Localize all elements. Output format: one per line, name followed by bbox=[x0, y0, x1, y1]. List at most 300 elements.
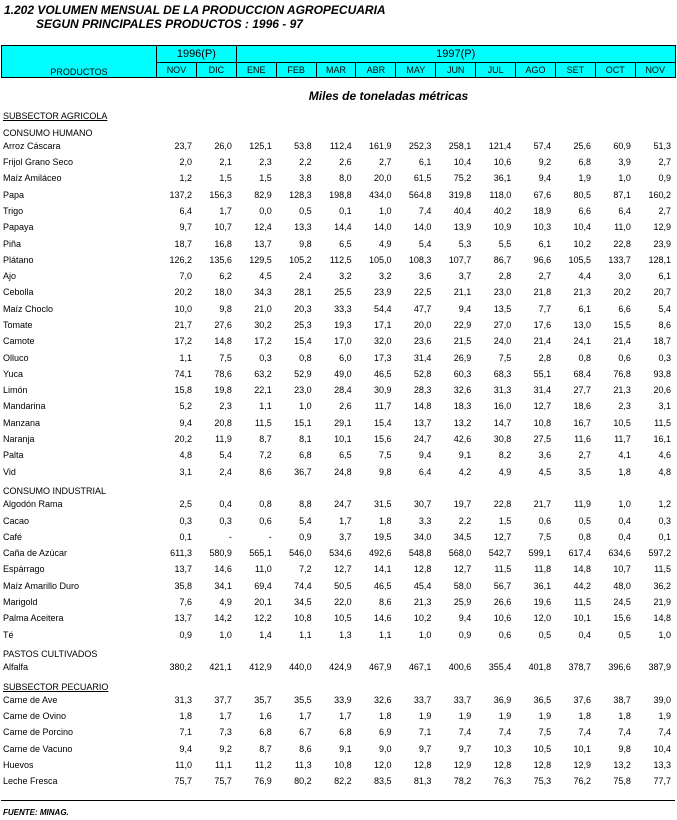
value-cell: 10,5 bbox=[613, 417, 631, 428]
value-cell: 63,2 bbox=[254, 368, 272, 379]
value-cell: 1,8 bbox=[179, 711, 192, 722]
value-cell: 27,0 bbox=[493, 320, 512, 330]
value-cell: 12,7 bbox=[453, 564, 472, 575]
value-cell: 1,0 bbox=[618, 499, 631, 510]
value-cell: 60,3 bbox=[453, 368, 472, 379]
product-label: Maíz Amarillo Duro bbox=[3, 580, 80, 591]
value-cell: 75,3 bbox=[533, 776, 552, 787]
value-cell: 5,3 bbox=[458, 238, 472, 249]
section-label: SUBSECTOR PECUARIO bbox=[3, 681, 109, 692]
value-cell: 20,2 bbox=[174, 287, 192, 298]
value-cell: 14,1 bbox=[373, 564, 392, 575]
product-label: Carne de Vacuno bbox=[3, 743, 73, 754]
value-cell: 1,1 bbox=[179, 352, 192, 363]
value-cell: 13,2 bbox=[613, 760, 631, 771]
value-cell: 617,4 bbox=[568, 548, 592, 559]
header-month: AGO bbox=[516, 63, 556, 78]
value-cell: 0,9 bbox=[458, 629, 472, 640]
value-cell: 20,2 bbox=[613, 287, 631, 298]
value-cell: 0,4 bbox=[618, 531, 631, 542]
value-cell: 400,6 bbox=[448, 662, 472, 673]
value-cell: 31,3 bbox=[174, 694, 192, 705]
value-cell: 13,7 bbox=[254, 238, 272, 249]
value-cell: 21,7 bbox=[533, 499, 552, 510]
value-cell: 36,1 bbox=[493, 173, 512, 184]
value-cell: 10,3 bbox=[533, 222, 552, 233]
value-cell: 1,2 bbox=[658, 499, 671, 510]
value-cell: 10,1 bbox=[573, 743, 592, 754]
product-label: Papaya bbox=[3, 222, 34, 233]
value-cell: 597,2 bbox=[648, 548, 671, 559]
value-cell: 7,5 bbox=[538, 727, 552, 738]
value-cell: 412,9 bbox=[249, 662, 272, 673]
value-cell: 21,9 bbox=[653, 597, 671, 608]
product-label: Mandarina bbox=[3, 401, 46, 412]
value-cell: 7,5 bbox=[219, 352, 232, 363]
table-row bbox=[1, 235, 675, 251]
value-cell: 9,4 bbox=[179, 417, 192, 428]
value-cell: 387,9 bbox=[648, 662, 671, 673]
value-cell: 3,2 bbox=[339, 271, 352, 282]
value-cell: 31,4 bbox=[533, 385, 552, 396]
value-cell: 7,6 bbox=[179, 597, 192, 608]
value-cell: 15,4 bbox=[294, 336, 312, 347]
value-cell: 135,6 bbox=[209, 254, 232, 265]
value-cell: 2,7 bbox=[658, 157, 671, 168]
value-cell: 34,1 bbox=[214, 580, 232, 591]
value-cell: 9,4 bbox=[179, 743, 192, 754]
value-cell: 10,7 bbox=[214, 222, 232, 233]
value-cell: 7,2 bbox=[259, 450, 272, 461]
value-cell: 10,5 bbox=[533, 743, 552, 754]
value-cell: 15,5 bbox=[613, 320, 631, 330]
value-cell: 129,5 bbox=[249, 254, 272, 265]
value-cell: 380,2 bbox=[169, 662, 192, 673]
value-cell: 30,7 bbox=[413, 499, 432, 510]
value-cell: 8,6 bbox=[378, 597, 392, 608]
value-cell: 401,8 bbox=[528, 662, 552, 673]
value-cell: 1,1 bbox=[299, 629, 312, 640]
value-cell: 3,1 bbox=[658, 401, 671, 412]
value-cell: 6,8 bbox=[578, 157, 592, 168]
value-cell: 5,5 bbox=[498, 238, 512, 249]
value-cell: 36,5 bbox=[533, 694, 552, 705]
value-cell: 9,2 bbox=[219, 743, 232, 754]
value-cell: 11,2 bbox=[254, 760, 272, 771]
product-label: Palta bbox=[3, 450, 24, 461]
product-label: Tomate bbox=[3, 320, 33, 330]
value-cell: 121,4 bbox=[488, 140, 512, 151]
value-cell: 16,7 bbox=[573, 417, 592, 428]
table-row bbox=[1, 708, 675, 724]
value-cell: 546,0 bbox=[289, 548, 312, 559]
value-cell: - bbox=[268, 531, 272, 542]
value-cell: 36,9 bbox=[493, 694, 512, 705]
value-cell: 11,8 bbox=[534, 564, 552, 575]
value-cell: 12,8 bbox=[493, 760, 512, 771]
value-cell: 80,5 bbox=[573, 189, 592, 200]
value-cell: 396,6 bbox=[608, 662, 631, 673]
value-cell: 1,3 bbox=[339, 629, 352, 640]
value-cell: 548,8 bbox=[408, 548, 432, 559]
value-cell: 440,0 bbox=[289, 662, 312, 673]
value-cell: 23,9 bbox=[373, 287, 392, 298]
value-cell: 30,9 bbox=[373, 385, 392, 396]
value-cell: 83,5 bbox=[373, 776, 392, 787]
product-label: Trigo bbox=[3, 205, 24, 216]
value-cell: 31,3 bbox=[493, 385, 512, 396]
value-cell: 2,4 bbox=[299, 271, 312, 282]
table-row bbox=[1, 724, 675, 740]
value-cell: 9,1 bbox=[458, 450, 472, 461]
table-row bbox=[1, 284, 675, 300]
value-cell: 1,0 bbox=[299, 401, 312, 412]
value-cell: 14,0 bbox=[373, 222, 392, 233]
value-cell: 11,5 bbox=[254, 417, 272, 428]
value-cell: 0,8 bbox=[578, 531, 592, 542]
value-cell: 21,4 bbox=[533, 336, 552, 347]
value-cell: 0,3 bbox=[219, 515, 232, 526]
value-cell: 1,0 bbox=[618, 173, 631, 184]
table-row bbox=[1, 529, 675, 545]
value-cell: 1,8 bbox=[618, 711, 631, 722]
value-cell: 3,6 bbox=[538, 450, 552, 461]
value-cell: 19,8 bbox=[214, 385, 232, 396]
table-row bbox=[1, 431, 675, 447]
value-cell: 18,7 bbox=[174, 238, 192, 249]
value-cell: 12,0 bbox=[533, 613, 552, 624]
product-label: Frijol Grano Seco bbox=[3, 157, 74, 168]
value-cell: 1,9 bbox=[578, 173, 592, 184]
value-cell: 534,6 bbox=[329, 548, 352, 559]
value-cell: 11,3 bbox=[294, 760, 312, 771]
value-cell: 3,6 bbox=[418, 271, 432, 282]
value-cell: 3,9 bbox=[618, 157, 631, 168]
table-row bbox=[1, 398, 675, 414]
value-cell: 7,5 bbox=[538, 531, 552, 542]
value-cell: 34,3 bbox=[254, 287, 272, 298]
value-cell: 21,5 bbox=[453, 336, 472, 347]
value-cell: 20,3 bbox=[294, 303, 312, 314]
value-cell: 421,1 bbox=[209, 662, 232, 673]
value-cell: 1,0 bbox=[378, 205, 392, 216]
product-label: Espárrago bbox=[3, 564, 45, 575]
value-cell: 23,0 bbox=[493, 287, 512, 298]
value-cell: 0,6 bbox=[259, 515, 272, 526]
value-cell: 12,0 bbox=[373, 760, 392, 771]
value-cell: 7,4 bbox=[498, 727, 512, 738]
title-line-2: SEGUN PRINCIPALES PRODUCTOS : 1996 - 97 bbox=[36, 17, 303, 31]
value-cell: 128,3 bbox=[289, 189, 312, 200]
value-cell: 22,9 bbox=[453, 320, 472, 330]
value-cell: 4,9 bbox=[498, 466, 512, 477]
table-row bbox=[1, 610, 675, 626]
table-row bbox=[1, 447, 675, 463]
value-cell: 12,9 bbox=[653, 222, 671, 233]
product-label: Café bbox=[3, 531, 23, 542]
table-row bbox=[1, 252, 675, 268]
value-cell: 56,7 bbox=[493, 580, 512, 591]
section-row bbox=[1, 105, 675, 121]
units-caption: Miles de toneladas métricas bbox=[308, 89, 469, 103]
table-row bbox=[1, 512, 675, 528]
value-cell: 28,1 bbox=[294, 287, 312, 298]
value-cell: 10,8 bbox=[294, 613, 312, 624]
value-cell: 3,1 bbox=[179, 466, 192, 477]
value-cell: 8,6 bbox=[658, 320, 671, 330]
product-label: Carne de Ovino bbox=[3, 711, 67, 722]
table-row bbox=[1, 268, 675, 284]
value-cell: 0,8 bbox=[299, 352, 312, 363]
value-cell: 6,4 bbox=[418, 466, 432, 477]
table-row bbox=[1, 578, 675, 594]
value-cell: 76,8 bbox=[613, 368, 631, 379]
value-cell: 17,2 bbox=[254, 336, 272, 347]
value-cell: 19,3 bbox=[334, 320, 352, 330]
value-cell: 9,7 bbox=[418, 743, 432, 754]
value-cell: 68,3 bbox=[493, 368, 512, 379]
value-cell: 6,6 bbox=[618, 303, 631, 314]
value-cell: 15,1 bbox=[294, 417, 312, 428]
value-cell: 105,5 bbox=[568, 254, 592, 265]
value-cell: 21,3 bbox=[413, 597, 432, 608]
value-cell: 10,7 bbox=[613, 564, 631, 575]
value-cell: 634,6 bbox=[608, 548, 631, 559]
value-cell: 1,7 bbox=[219, 205, 232, 216]
value-cell: 76,3 bbox=[493, 776, 512, 787]
product-label: Piña bbox=[3, 238, 22, 249]
value-cell: 40,2 bbox=[493, 205, 512, 216]
value-cell: 252,3 bbox=[408, 140, 432, 151]
value-cell: 4,6 bbox=[658, 450, 671, 461]
value-cell: 0,5 bbox=[299, 205, 312, 216]
value-cell: 55,1 bbox=[533, 368, 552, 379]
table-row bbox=[1, 317, 675, 333]
value-cell: 18,7 bbox=[653, 336, 671, 347]
value-cell: 11,0 bbox=[254, 564, 272, 575]
value-cell: 0,5 bbox=[538, 629, 552, 640]
table-row bbox=[1, 349, 675, 365]
value-cell: 156,3 bbox=[209, 189, 232, 200]
value-cell: 38,7 bbox=[613, 694, 631, 705]
value-cell: 11,7 bbox=[614, 434, 631, 445]
value-cell: 1,0 bbox=[219, 629, 232, 640]
value-cell: 20,0 bbox=[373, 173, 392, 184]
value-cell: 28,4 bbox=[334, 385, 352, 396]
value-cell: 76,2 bbox=[573, 776, 592, 787]
value-cell: 54,4 bbox=[373, 303, 392, 314]
value-cell: 2,7 bbox=[658, 205, 671, 216]
value-cell: 9,4 bbox=[418, 450, 432, 461]
value-cell: 0,3 bbox=[179, 515, 192, 526]
value-cell: 13,9 bbox=[453, 222, 472, 233]
value-cell: 112,4 bbox=[329, 140, 352, 151]
value-cell: 1,5 bbox=[498, 515, 512, 526]
product-label: Leche Fresca bbox=[3, 776, 58, 787]
value-cell: 568,0 bbox=[448, 548, 472, 559]
product-label: Cacao bbox=[3, 515, 30, 526]
value-cell: 2,8 bbox=[498, 271, 512, 282]
value-cell: 11,7 bbox=[374, 401, 392, 412]
product-label: Carne de Porcino bbox=[3, 727, 74, 738]
value-cell: 2,3 bbox=[259, 157, 272, 168]
table-row bbox=[1, 659, 675, 675]
value-cell: 12,7 bbox=[493, 531, 512, 542]
value-cell: 0,3 bbox=[259, 352, 272, 363]
value-cell: 128,1 bbox=[648, 254, 671, 265]
value-cell: 9,2 bbox=[538, 157, 552, 168]
value-cell: 7,1 bbox=[179, 727, 192, 738]
value-cell: 3,5 bbox=[578, 466, 592, 477]
value-cell: 13,7 bbox=[413, 417, 432, 428]
value-cell: 3,0 bbox=[618, 271, 631, 282]
value-cell: 14,2 bbox=[214, 613, 232, 624]
value-cell: 6,1 bbox=[418, 157, 432, 168]
value-cell: 24,7 bbox=[413, 434, 432, 445]
value-cell: 68,4 bbox=[573, 368, 592, 379]
header-month: JUN bbox=[436, 63, 476, 78]
value-cell: 27,7 bbox=[573, 385, 592, 396]
value-cell: 7,7 bbox=[538, 303, 552, 314]
value-cell: 24,5 bbox=[613, 597, 631, 608]
value-cell: 23,0 bbox=[294, 385, 312, 396]
value-cell: 13,5 bbox=[493, 303, 512, 314]
value-cell: 12,8 bbox=[413, 760, 432, 771]
value-cell: 11,5 bbox=[654, 417, 671, 428]
value-cell: 126,2 bbox=[169, 254, 192, 265]
value-cell: 1,5 bbox=[219, 173, 232, 184]
value-cell: 1,0 bbox=[418, 629, 432, 640]
value-cell: 25,5 bbox=[334, 287, 352, 298]
value-cell: 86,7 bbox=[493, 254, 512, 265]
value-cell: 13,7 bbox=[174, 564, 192, 575]
header-productos: PRODUCTOS bbox=[2, 46, 157, 78]
value-cell: 10,2 bbox=[573, 238, 592, 249]
product-label: Olluco bbox=[3, 352, 29, 363]
product-label: Alfalfa bbox=[3, 662, 29, 673]
value-cell: 46,5 bbox=[373, 580, 392, 591]
value-cell: 7,3 bbox=[219, 727, 232, 738]
value-cell: 19,5 bbox=[373, 531, 392, 542]
value-cell: 11,5 bbox=[494, 564, 512, 575]
value-cell: 2,1 bbox=[219, 157, 232, 168]
value-cell: 542,7 bbox=[488, 548, 512, 559]
value-cell: 10,6 bbox=[493, 613, 512, 624]
value-cell: 258,1 bbox=[448, 140, 472, 151]
header-month: NOV bbox=[157, 63, 197, 78]
product-label: Plátano bbox=[3, 254, 34, 265]
value-cell: 26,0 bbox=[214, 140, 232, 151]
value-cell: 14,8 bbox=[214, 336, 232, 347]
value-cell: 47,7 bbox=[413, 303, 432, 314]
value-cell: 107,7 bbox=[448, 254, 472, 265]
value-cell: 75,7 bbox=[214, 776, 232, 787]
value-cell: 6,0 bbox=[339, 352, 352, 363]
source-note: FUENTE: MINAG. bbox=[3, 808, 69, 817]
table-row bbox=[1, 186, 675, 202]
value-cell: 7,4 bbox=[618, 727, 631, 738]
value-cell: 3,8 bbox=[299, 173, 312, 184]
value-cell: 0,8 bbox=[259, 499, 272, 510]
value-cell: 161,9 bbox=[368, 140, 392, 151]
value-cell: 6,4 bbox=[618, 205, 631, 216]
value-cell: 18,3 bbox=[453, 401, 472, 412]
value-cell: 15,8 bbox=[174, 385, 192, 396]
value-cell: 4,1 bbox=[618, 450, 631, 461]
value-cell: 12,7 bbox=[533, 401, 552, 412]
value-cell: 96,6 bbox=[533, 254, 552, 265]
value-cell: 35,8 bbox=[174, 580, 192, 591]
value-cell: 14,6 bbox=[373, 613, 392, 624]
value-cell: 2,2 bbox=[299, 157, 312, 168]
table-row bbox=[1, 741, 675, 757]
value-cell: 20,7 bbox=[653, 287, 671, 298]
value-cell: 467,1 bbox=[408, 662, 432, 673]
product-label: Huevos bbox=[3, 760, 34, 771]
value-cell: 13,3 bbox=[294, 222, 312, 233]
table-row bbox=[1, 219, 675, 235]
value-cell: 9,8 bbox=[378, 466, 392, 477]
section-row bbox=[1, 480, 675, 496]
value-cell: 2,6 bbox=[339, 157, 352, 168]
value-cell: 1,7 bbox=[339, 515, 352, 526]
value-cell: 118,0 bbox=[489, 189, 512, 200]
value-cell: 565,1 bbox=[249, 548, 272, 559]
value-cell: 23,9 bbox=[653, 238, 671, 249]
value-cell: 8,6 bbox=[259, 466, 272, 477]
value-cell: 564,8 bbox=[408, 189, 432, 200]
value-cell: 6,8 bbox=[299, 450, 312, 461]
value-cell: 2,0 bbox=[179, 157, 192, 168]
value-cell: 105,2 bbox=[289, 254, 312, 265]
header-year-1997: 1997(P) bbox=[236, 46, 675, 63]
value-cell: 26,9 bbox=[453, 352, 472, 363]
value-cell: 599,1 bbox=[528, 548, 552, 559]
header-month: JUL bbox=[476, 63, 516, 78]
value-cell: 58,0 bbox=[453, 580, 472, 591]
value-cell: 9,4 bbox=[538, 173, 552, 184]
value-cell: 22,8 bbox=[613, 238, 631, 249]
value-cell: 7,4 bbox=[458, 727, 472, 738]
value-cell: 50,5 bbox=[334, 580, 352, 591]
value-cell: 198,8 bbox=[329, 189, 352, 200]
value-cell: 2,3 bbox=[618, 401, 631, 412]
value-cell: 60,9 bbox=[613, 140, 631, 151]
table-row bbox=[1, 627, 675, 643]
product-label: Palma Aceitera bbox=[3, 613, 64, 624]
value-cell: 93,8 bbox=[653, 368, 671, 379]
value-cell: 1,1 bbox=[259, 401, 272, 412]
value-cell: 9,1 bbox=[339, 743, 352, 754]
product-label: Arroz Cáscara bbox=[3, 140, 61, 151]
value-cell: 10,4 bbox=[653, 743, 671, 754]
table-row bbox=[1, 138, 675, 154]
value-cell: 611,3 bbox=[170, 548, 192, 559]
product-label: Algodón Rama bbox=[3, 499, 63, 510]
value-cell: 8,1 bbox=[299, 434, 312, 445]
value-cell: 11,6 bbox=[574, 434, 592, 445]
section-row bbox=[1, 121, 675, 137]
value-cell: 12,4 bbox=[254, 222, 272, 233]
value-cell: 9,7 bbox=[458, 743, 472, 754]
value-cell: 49,0 bbox=[334, 368, 352, 379]
value-cell: 52,9 bbox=[294, 368, 312, 379]
product-label: Naranja bbox=[3, 434, 35, 445]
value-cell: 8,2 bbox=[498, 450, 512, 461]
value-cell: 1,1 bbox=[378, 629, 392, 640]
value-cell: 137,2 bbox=[169, 189, 192, 200]
value-cell: 14,4 bbox=[334, 222, 352, 233]
